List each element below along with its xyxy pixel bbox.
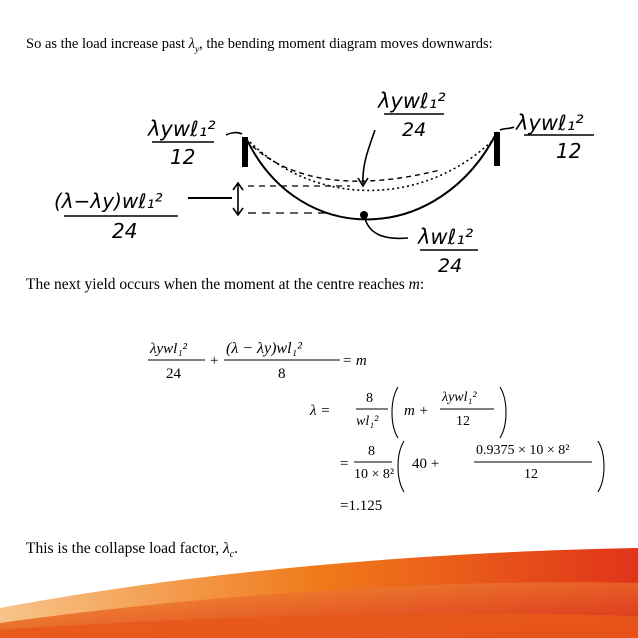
- label-top-denominator: 24: [402, 119, 427, 141]
- label-right-numerator: λywℓ₁²: [516, 111, 584, 135]
- intro-prefix: So as the load increase past: [26, 36, 189, 52]
- footer-decoration: [0, 538, 638, 638]
- eq2-inner-den: 12: [456, 414, 470, 429]
- eq3-frac-num: 8: [368, 444, 375, 459]
- eq3-inner-num: 0.9375 × 10 × 8²: [476, 443, 570, 458]
- label-bottom-numerator: λwℓ₁²: [418, 225, 474, 249]
- collapse-lambda: λ: [222, 540, 230, 557]
- next-yield-prefix: The next yield occurs when the moment at the centre reaches: [26, 276, 409, 293]
- eq3-eq: =: [340, 456, 349, 472]
- next-yield-m: m: [408, 276, 420, 293]
- next-yield-text: [26, 276, 424, 294]
- eq2-frac-num: 8: [366, 391, 373, 406]
- label-side-numerator: (λ−λy)wℓ₁²: [54, 189, 163, 213]
- collapse-lambda-sub: c: [229, 549, 235, 561]
- previous-bmd-curve: [246, 140, 440, 181]
- equation-line-2: [309, 387, 506, 438]
- eq2-inner-num: λywl₁²: [442, 390, 477, 405]
- eq1-den2: 8: [278, 366, 286, 382]
- bending-moment-diagram: [0, 80, 638, 280]
- next-yield-suffix: :: [419, 276, 425, 293]
- label-bottom-denominator: 24: [438, 255, 463, 277]
- eq3-frac-den: 10 × 8²: [354, 467, 395, 482]
- eq3-inner-den: 12: [524, 467, 538, 482]
- bmd-curve: [246, 132, 497, 219]
- intro-text: [26, 36, 493, 55]
- eq4-result: =1.125: [340, 498, 383, 514]
- eq1-den1: 24: [166, 366, 181, 382]
- eq2-paren-m: m +: [404, 403, 429, 419]
- eq3-const: 40 +: [412, 456, 440, 472]
- label-right-denominator: 12: [556, 139, 582, 163]
- eq1-rhs: = m: [342, 353, 367, 369]
- label-left-numerator: λywℓ₁²: [148, 117, 216, 141]
- label-side-denominator: 24: [112, 219, 138, 243]
- intro-lambda: λ: [188, 36, 195, 52]
- intro-suffix: , the bending moment diagram moves downwards:: [199, 36, 493, 52]
- eq1-num2: (λ − λy)wl₁²: [226, 340, 302, 357]
- intro-lambda-sub: y: [194, 44, 200, 55]
- equation-line-3: [340, 441, 604, 492]
- eq2-lhs: λ =: [310, 403, 331, 419]
- eq2-frac-den: wl₁²: [356, 414, 379, 429]
- label-left-denominator: 12: [170, 145, 196, 169]
- label-top-numerator: λywℓ₁²: [378, 89, 446, 113]
- eq1-plus: +: [210, 353, 219, 369]
- equations: [0, 325, 638, 535]
- equation-line-1: [148, 340, 367, 382]
- collapse-prefix: This is the collapse load factor,: [26, 540, 223, 557]
- eq1-num1: λywl₁²: [150, 341, 188, 357]
- top-arrow: [363, 130, 375, 184]
- collapse-suffix: .: [234, 540, 239, 557]
